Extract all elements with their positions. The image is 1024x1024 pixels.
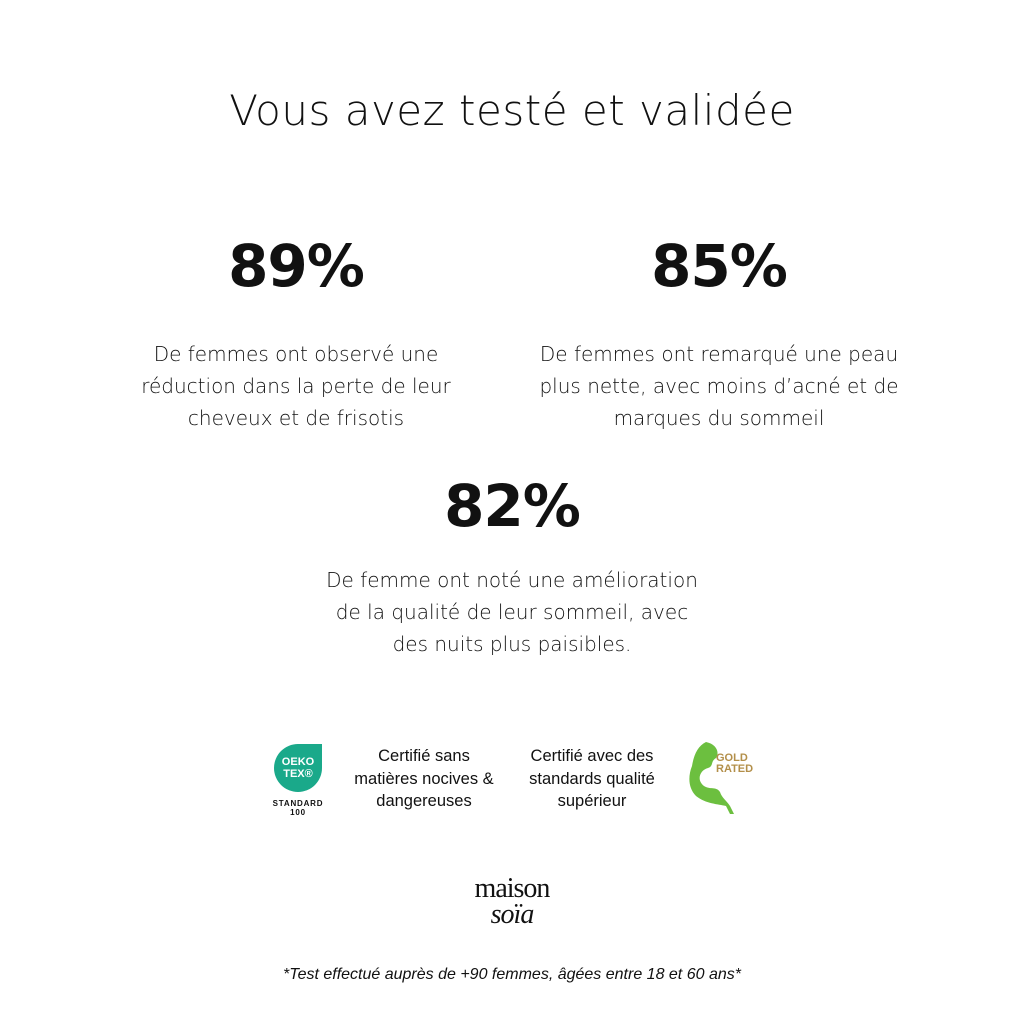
standard-number: 100 <box>290 808 306 817</box>
brand-line2: soïa <box>490 899 534 930</box>
cert-line: supérieur <box>557 792 627 810</box>
stat-value-sleep: 82% <box>444 472 580 540</box>
tex-text: TEX® <box>283 768 313 780</box>
oeko-standard <box>266 799 330 817</box>
desc-line: De femme ont noté une amélioration <box>326 568 698 592</box>
gold-rated-logo <box>686 740 758 818</box>
footnote: *Test effectué auprès de +90 femmes, âgées entre 18 et 60 ans* <box>283 966 741 983</box>
oeko-tex-badge <box>274 744 322 792</box>
stat-description-sleep <box>292 564 732 660</box>
desc-line: réduction dans la perte de leur <box>141 374 451 398</box>
stat-description-hair <box>96 338 496 434</box>
desc-line: cheveux et de frisotis <box>187 406 405 430</box>
cert-line: dangereuses <box>376 792 472 810</box>
cert-harmless-text <box>344 745 504 813</box>
desc-line: marques du sommeil <box>613 406 825 430</box>
cert-line: matières nocives & <box>354 769 494 788</box>
gold-text: GOLD <box>716 752 748 764</box>
desc-line: plus nette, avec moins d’acné et de <box>539 374 899 398</box>
stat-value-hair: 89% <box>228 232 364 300</box>
oeko-text: OEKO <box>281 756 315 768</box>
brand-logo <box>412 873 612 930</box>
desc-line: De femmes ont remarqué une peau <box>539 342 899 366</box>
cert-line: Certifié avec des <box>530 747 654 765</box>
brand-line1: maison <box>474 873 550 904</box>
desc-line: de la qualité de leur sommeil, avec <box>335 600 689 624</box>
oeko-tex-logo <box>266 744 330 817</box>
gold-rated-text <box>716 753 753 775</box>
standard-text: STANDARD <box>272 799 324 808</box>
desc-line: des nuits plus paisibles. <box>392 632 632 656</box>
cert-quality-text <box>512 745 672 813</box>
stat-value-skin: 85% <box>651 232 787 300</box>
cert-line: standards qualité <box>529 769 655 788</box>
page-title: Vous avez testé et validée <box>229 86 795 135</box>
rated-text: RATED <box>716 763 754 775</box>
stat-description-skin <box>509 338 929 434</box>
cert-line: Certifié sans <box>378 747 470 765</box>
desc-line: De femmes ont observé une <box>153 342 439 366</box>
